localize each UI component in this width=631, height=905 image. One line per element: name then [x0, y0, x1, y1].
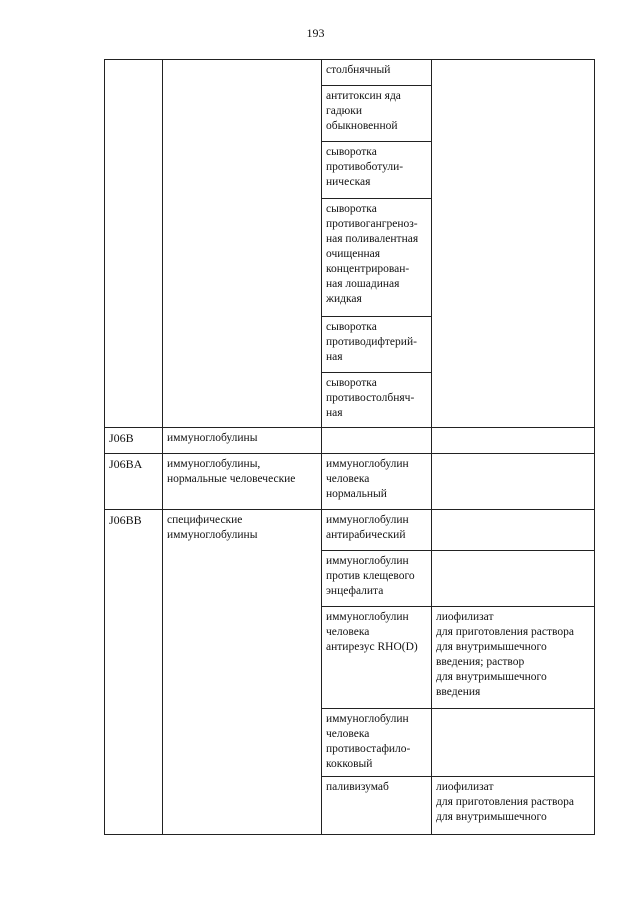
drug-name-cell: иммуноглобулин человека антирезус RHO(D): [322, 607, 432, 709]
atc-code-cell: J06BB: [105, 510, 163, 835]
drug-name-cell: [322, 428, 432, 454]
drug-name-cell: антитоксин яда гадюки обыкновенной: [322, 86, 432, 142]
drug-name-cell: иммуноглобулин человека противостафило- кокковый: [322, 709, 432, 777]
drug-name-cell: иммуноглобулин антирабический: [322, 510, 432, 551]
code-cell-empty: [105, 60, 163, 428]
atc-group-cell: иммуноглобулины: [163, 428, 322, 454]
dosage-form-cell: [432, 510, 595, 551]
dosage-form-cell: [432, 709, 595, 777]
page-number: 193: [306, 26, 325, 40]
dosage-form-cell: лиофилизат для приготовления раствора для внутримышечного введения; раствор для внутримышечного введения: [432, 607, 595, 709]
drug-name-cell: столбнячный: [322, 60, 432, 86]
drug-name-cell: паливизумаб: [322, 777, 432, 835]
table-row: [105, 510, 595, 551]
table-row: [105, 428, 595, 454]
drug-table: [104, 59, 595, 835]
drug-name-cell: сыворотка противогангреноз- ная поливалентная очищенная концентрирован- ная лошадиная жидкая: [322, 199, 432, 317]
drug-table-body: [105, 60, 595, 835]
drug-name-cell: сыворотка противоботули- ническая: [322, 142, 432, 199]
dosage-form-cell: лиофилизат для приготовления раствора для внутримышечного: [432, 777, 595, 835]
dosage-form-cell: [432, 60, 595, 428]
dosage-form-cell: [432, 551, 595, 607]
dosage-form-cell: [432, 428, 595, 454]
dosage-form-cell: [432, 454, 595, 510]
atc-code-cell: J06B: [105, 428, 163, 454]
drug-name-cell: сыворотка противодифтерий- ная: [322, 317, 432, 373]
atc-group-cell: специфические иммуноглобулины: [163, 510, 322, 835]
drug-name-cell: иммуноглобулин против клещевого энцефалита: [322, 551, 432, 607]
atc-code-cell: J06BA: [105, 454, 163, 510]
table-row: [105, 454, 595, 510]
atc-group-cell: иммуноглобулины, нормальные человеческие: [163, 454, 322, 510]
table-row: [105, 60, 595, 86]
drug-name-cell: иммуноглобулин человека нормальный: [322, 454, 432, 510]
group-cell-empty: [163, 60, 322, 428]
drug-name-cell: сыворотка противостолбняч- ная: [322, 373, 432, 428]
